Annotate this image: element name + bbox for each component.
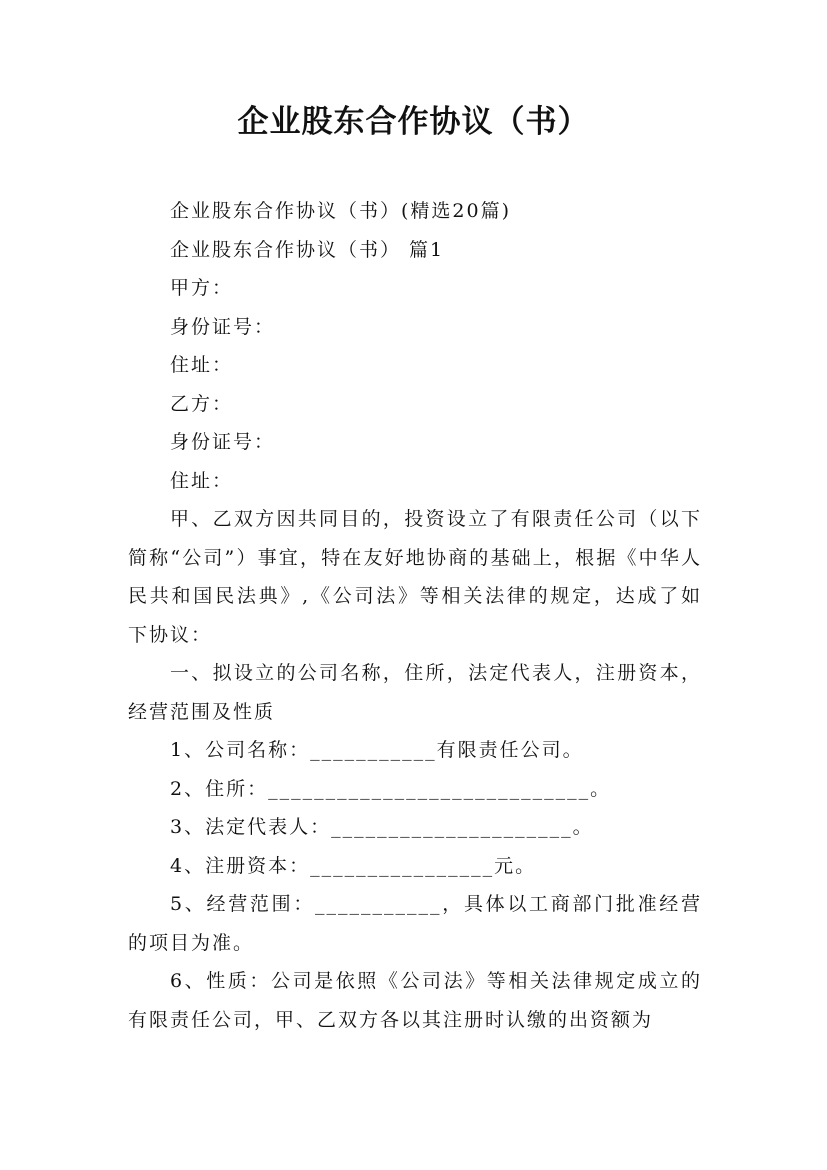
party-b-id-label: 身份证号： (170, 431, 276, 453)
item-company-name: 1、公司名称：___________有限责任公司。 (170, 739, 584, 761)
section-1-paragraph: 一、拟设立的公司名称，住所，法定代表人，注册资本，经营范围及性质 (128, 662, 702, 723)
section-heading-line: 企业股东合作协议（书） 篇1 (170, 238, 445, 261)
item-business-scope: 5、经营范围：___________，具体以工商部门批准经营的项目为准。 (128, 893, 702, 954)
item-address: 2、住所：____________________________。 (170, 777, 612, 800)
subtitle-line: 企业股东合作协议（书）(精选20篇) (170, 200, 512, 222)
party-a-id-label: 身份证号： (170, 315, 276, 338)
item-registered-capital: 4、注册资本：________________元。 (170, 854, 537, 877)
document-body (128, 192, 702, 1039)
party-a-address-label: 住址： (170, 354, 234, 376)
party-b-label: 乙方： (170, 392, 234, 415)
intro-paragraph: 甲、乙双方因共同目的，投资设立了有限责任公司（以下简称“公司”）事宜，特在友好地协商的基础上，根据《中华人民共和国民法典》,《公司法》等相关法律的规定，达成了如下协议： (128, 508, 702, 646)
document-title: 企业股东合作协议（书） (237, 104, 590, 140)
item-legal-representative: 3、法定代表人：_____________________。 (170, 816, 594, 838)
item-nature: 6、性质：公司是依照《公司法》等相关法律规定成立的有限责任公司，甲、乙双方各以其注册时认缴的出资额为 (128, 970, 702, 1031)
party-a-label: 甲方： (170, 277, 234, 299)
party-b-address-label: 住址： (170, 469, 234, 492)
